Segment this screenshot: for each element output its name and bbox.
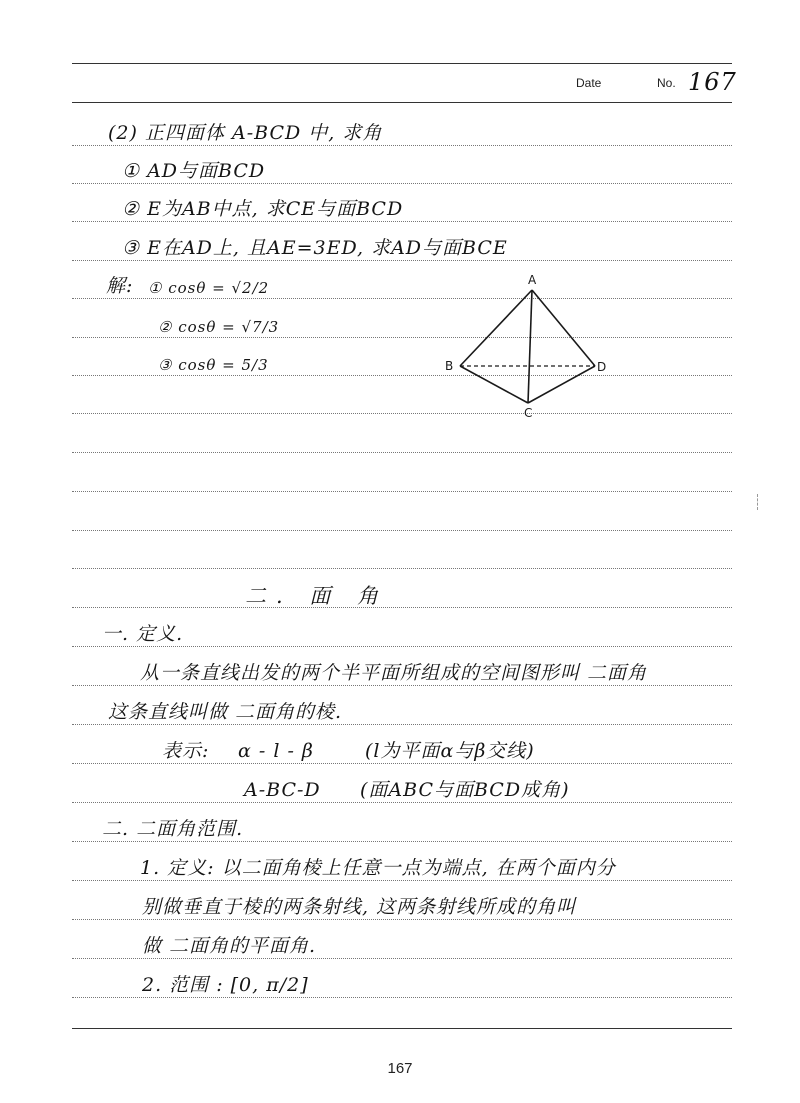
solution-label: 解: [106, 275, 134, 297]
page-number-handwritten: 167 [688, 68, 737, 96]
notation-2: A-BC-D [244, 779, 321, 801]
ruled-line [72, 413, 732, 414]
ruled-line [72, 607, 732, 608]
edge-ac [528, 290, 532, 403]
ruled-line [72, 685, 732, 686]
number-label: No. [657, 76, 676, 90]
ruled-line [72, 260, 732, 261]
scan-edge-mark [757, 494, 760, 510]
ruled-line [72, 841, 732, 842]
ruled-line [72, 997, 732, 998]
vertex-label-b: B [445, 359, 454, 373]
problem-line-2: ① AD与面BCD [122, 160, 266, 182]
plane-angle-def-2: 别做垂直于棱的两条射线, 这两条射线所成的角叫 [142, 896, 577, 918]
definition-text-1: 从一条直线出发的两个半平面所组成的空间图形叫 二面角 [140, 662, 648, 684]
answer-3: ③ cosθ = 5/3 [158, 356, 269, 374]
ruled-line [72, 568, 732, 569]
bottom-border [72, 1028, 732, 1029]
heading-range: 二. 二面角范围. [102, 818, 244, 840]
ruled-line [72, 337, 732, 338]
ruled-line [72, 145, 732, 146]
notation-2-note: (面ABC与面BCD成角) [360, 779, 570, 801]
vertex-label-d: D [597, 360, 607, 374]
heading-definition: 一. 定义. [102, 623, 184, 645]
ruled-line [72, 298, 732, 299]
ruled-line [72, 724, 732, 725]
plane-angle-def-3: 做 二面角的平面角. [142, 935, 317, 957]
vertex-label-a: A [528, 273, 537, 287]
edge-bc [460, 366, 528, 403]
edge-cd [528, 366, 595, 403]
ruled-line [72, 880, 732, 881]
problem-line-1: (2) 正四面体 A-BCD 中, 求角 [108, 122, 383, 144]
notation-1: α - l - β [238, 740, 314, 762]
ruled-line [72, 452, 732, 453]
date-label: Date [576, 76, 602, 90]
header-divider [72, 102, 732, 103]
ruled-line [72, 530, 732, 531]
answer-1: ① cosθ = √2/2 [148, 279, 270, 297]
plane-angle-def-1: 1. 定义: 以二面角棱上任意一点为端点, 在两个面内分 [140, 857, 616, 879]
ruled-line [72, 919, 732, 920]
problem-line-4: ③ E在AD上, 且AE=3ED, 求AD与面BCE [122, 237, 508, 259]
notation-label: 表示: [162, 740, 210, 762]
ruled-line [72, 491, 732, 492]
problem-line-3: ② E为AB中点, 求CE与面BCD [122, 198, 404, 220]
page-number: 167 [387, 1060, 413, 1077]
ruled-line [72, 646, 732, 647]
ruled-line [72, 802, 732, 803]
ruled-line [72, 183, 732, 184]
tetrahedron-diagram [440, 270, 620, 420]
section-title: 二. 面 角 [245, 584, 389, 608]
edge-ab [460, 290, 532, 366]
ruled-line [72, 958, 732, 959]
ruled-line [72, 763, 732, 764]
notation-1-note: (l为平面α与β交线) [365, 740, 535, 762]
vertex-label-c: C [524, 406, 533, 420]
range-text: 2. 范围 : [0, π/2] [142, 974, 309, 996]
answer-2: ② cosθ = √7/3 [158, 318, 280, 336]
ruled-line [72, 375, 732, 376]
edge-ad [532, 290, 595, 366]
definition-text-2: 这条直线叫做 二面角的棱. [108, 701, 343, 723]
top-border [72, 63, 732, 64]
ruled-line [72, 221, 732, 222]
